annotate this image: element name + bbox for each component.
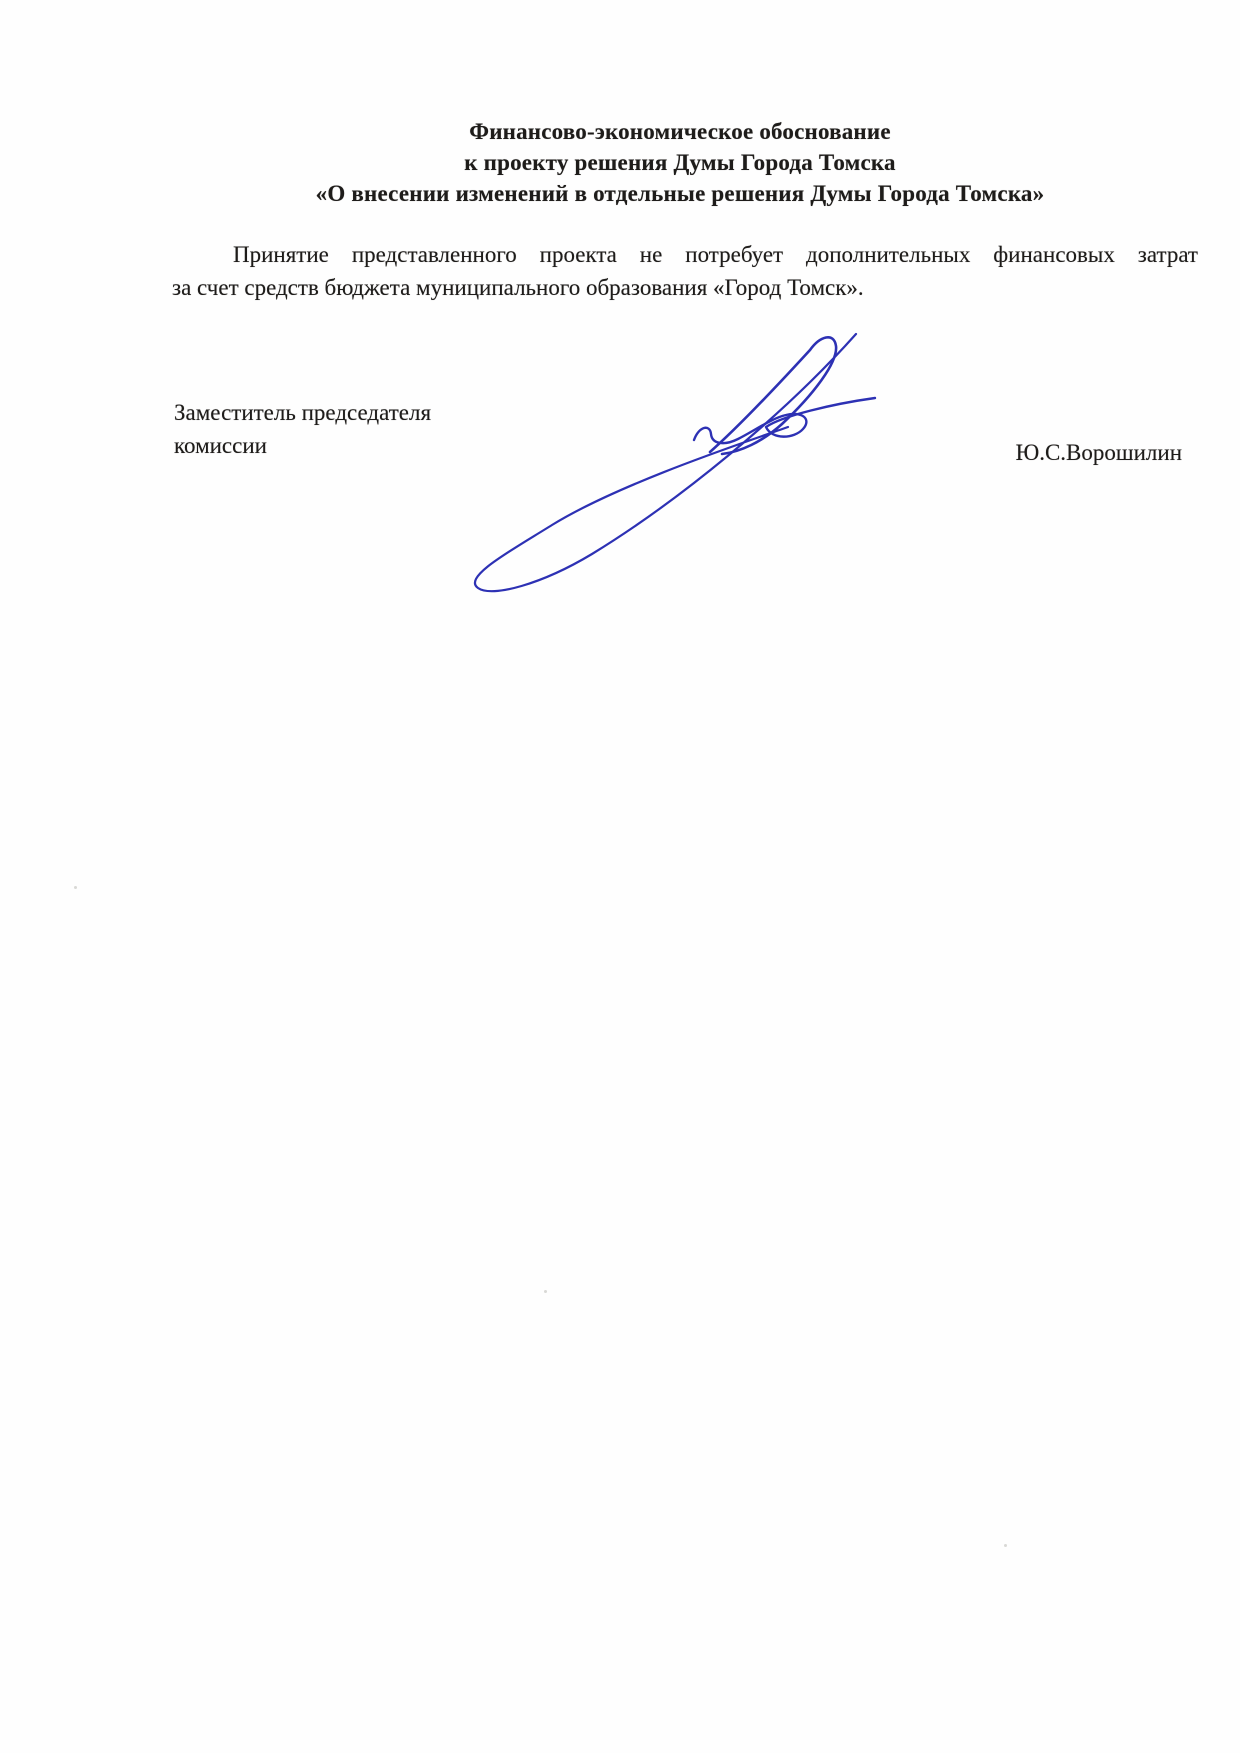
title-line-3: «О внесении изменений в отдельные решения Думы Города Томска»: [315, 181, 1045, 206]
scan-speck: [74, 886, 77, 889]
body-paragraph: [172, 238, 1198, 304]
document-title: [172, 116, 1188, 209]
scan-speck: [1004, 1544, 1007, 1547]
signature-stroke: [475, 334, 856, 591]
title-line-2: к проекту решения Думы Города Томска: [464, 150, 896, 175]
title-line-1: Финансово-экономическое обоснование: [469, 119, 891, 144]
signoff-position-line-2: комиссии: [174, 433, 267, 458]
scan-speck: [544, 1290, 547, 1293]
handwritten-signature: [452, 322, 888, 598]
signature-stroke: [710, 337, 836, 454]
body-paragraph-line-2: за счет средств бюджета муниципального образования «Город Томск».: [172, 275, 864, 300]
body-paragraph-line-1: Принятие представленного проекта не потребует дополнительных финансовых затрат: [233, 242, 1198, 267]
signoff-name: Ю.С.Ворошилин: [1015, 440, 1182, 465]
signoff-position-line-1: Заместитель председателя: [174, 400, 432, 425]
